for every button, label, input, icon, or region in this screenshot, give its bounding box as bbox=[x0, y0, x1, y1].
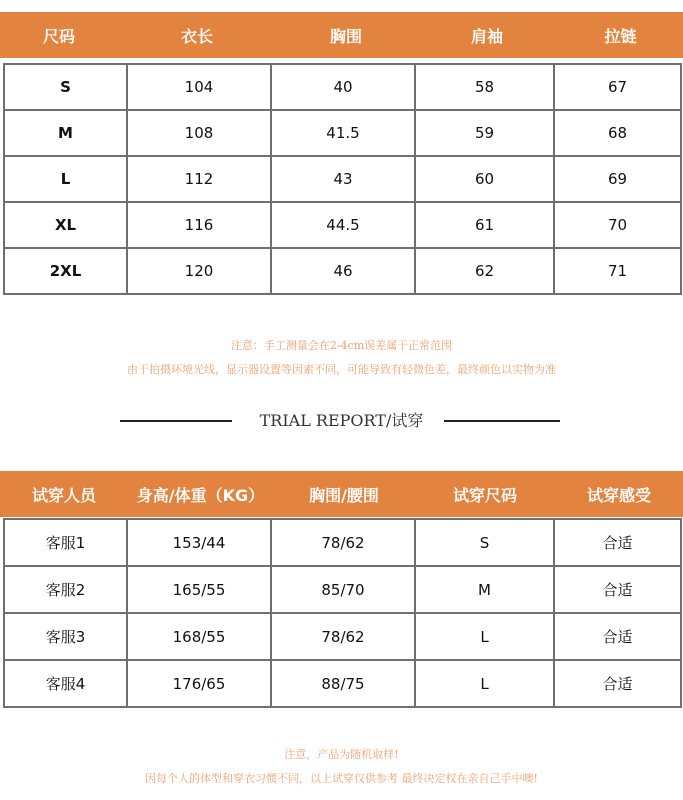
measurement-note: 注意：手工测量会在2-4cm误差属于正常范围 bbox=[230, 339, 453, 352]
fit-cell: 合适 bbox=[554, 566, 681, 613]
size-cell: S bbox=[4, 64, 127, 110]
header-shoulder-sleeve: 肩袖 bbox=[470, 26, 503, 46]
trial-size-cell: L bbox=[415, 613, 554, 660]
table-row bbox=[4, 202, 681, 248]
size-cell: 2XL bbox=[4, 248, 127, 294]
fit-cell: 合适 bbox=[554, 660, 681, 707]
color-note: 由于拍摄环境光线，显示器设置等因素不同，可能导致有轻微色差，最终颜色以实物为准 bbox=[127, 363, 556, 376]
table-row bbox=[4, 613, 681, 660]
chest-cell: 46 bbox=[271, 248, 415, 294]
size-table bbox=[3, 63, 682, 295]
height-weight-cell: 153/44 bbox=[127, 519, 271, 566]
section-title: TRIAL REPORT/试穿 bbox=[259, 411, 424, 430]
reference-note: 因每个人的体型和穿衣习惯不同，以上试穿仅供参考 最终决定权在亲自己手中噢! bbox=[145, 772, 538, 785]
height-weight-cell: 176/65 bbox=[127, 660, 271, 707]
size-cell: XL bbox=[4, 202, 127, 248]
length-cell: 120 bbox=[127, 248, 271, 294]
length-cell: 104 bbox=[127, 64, 271, 110]
trial-size-cell: M bbox=[415, 566, 554, 613]
header-chest-waist: 胸围/腰围 bbox=[309, 485, 379, 505]
shoulder-sleeve-cell: 59 bbox=[415, 110, 554, 156]
chest-cell: 44.5 bbox=[271, 202, 415, 248]
chest-cell: 43 bbox=[271, 156, 415, 202]
size-table-header bbox=[0, 12, 683, 58]
table-row bbox=[4, 660, 681, 707]
chest-waist-cell: 85/70 bbox=[271, 566, 415, 613]
header-fit-feedback: 试穿感受 bbox=[586, 485, 651, 505]
height-weight-cell: 168/55 bbox=[127, 613, 271, 660]
size-cell: M bbox=[4, 110, 127, 156]
height-weight-cell: 165/55 bbox=[127, 566, 271, 613]
header-zipper: 拉链 bbox=[604, 26, 637, 46]
trial-table-header bbox=[0, 471, 683, 517]
header-length: 衣长 bbox=[180, 26, 213, 46]
shoulder-sleeve-cell: 60 bbox=[415, 156, 554, 202]
chest-cell: 41.5 bbox=[271, 110, 415, 156]
shoulder-sleeve-cell: 62 bbox=[415, 248, 554, 294]
trial-size-cell: L bbox=[415, 660, 554, 707]
zipper-cell: 67 bbox=[554, 64, 681, 110]
chest-waist-cell: 78/62 bbox=[271, 519, 415, 566]
tester-cell: 客服4 bbox=[4, 660, 127, 707]
zipper-cell: 68 bbox=[554, 110, 681, 156]
table-row bbox=[4, 566, 681, 613]
chest-cell: 40 bbox=[271, 64, 415, 110]
shoulder-sleeve-cell: 58 bbox=[415, 64, 554, 110]
trial-size-cell: S bbox=[415, 519, 554, 566]
fit-cell: 合适 bbox=[554, 519, 681, 566]
header-size: 尺码 bbox=[42, 26, 75, 46]
table-row bbox=[4, 156, 681, 202]
fit-cell: 合适 bbox=[554, 613, 681, 660]
trial-table bbox=[3, 518, 682, 708]
size-cell: L bbox=[4, 156, 127, 202]
tester-cell: 客服1 bbox=[4, 519, 127, 566]
table-row bbox=[4, 519, 681, 566]
header-chest: 胸围 bbox=[329, 26, 362, 46]
zipper-cell: 70 bbox=[554, 202, 681, 248]
length-cell: 108 bbox=[127, 110, 271, 156]
random-sample-note: 注意，产品为随机取样! bbox=[284, 748, 399, 761]
length-cell: 116 bbox=[127, 202, 271, 248]
divider-right bbox=[444, 420, 560, 422]
table-row bbox=[4, 64, 681, 110]
shoulder-sleeve-cell: 61 bbox=[415, 202, 554, 248]
header-height-weight: 身高/体重（KG） bbox=[136, 485, 265, 505]
header-trial-size: 试穿尺码 bbox=[452, 485, 517, 505]
chest-waist-cell: 88/75 bbox=[271, 660, 415, 707]
length-cell: 112 bbox=[127, 156, 271, 202]
table-row bbox=[4, 110, 681, 156]
chest-waist-cell: 78/62 bbox=[271, 613, 415, 660]
zipper-cell: 69 bbox=[554, 156, 681, 202]
header-tester: 试穿人员 bbox=[31, 485, 96, 505]
tester-cell: 客服2 bbox=[4, 566, 127, 613]
table-row bbox=[4, 248, 681, 294]
zipper-cell: 71 bbox=[554, 248, 681, 294]
tester-cell: 客服3 bbox=[4, 613, 127, 660]
